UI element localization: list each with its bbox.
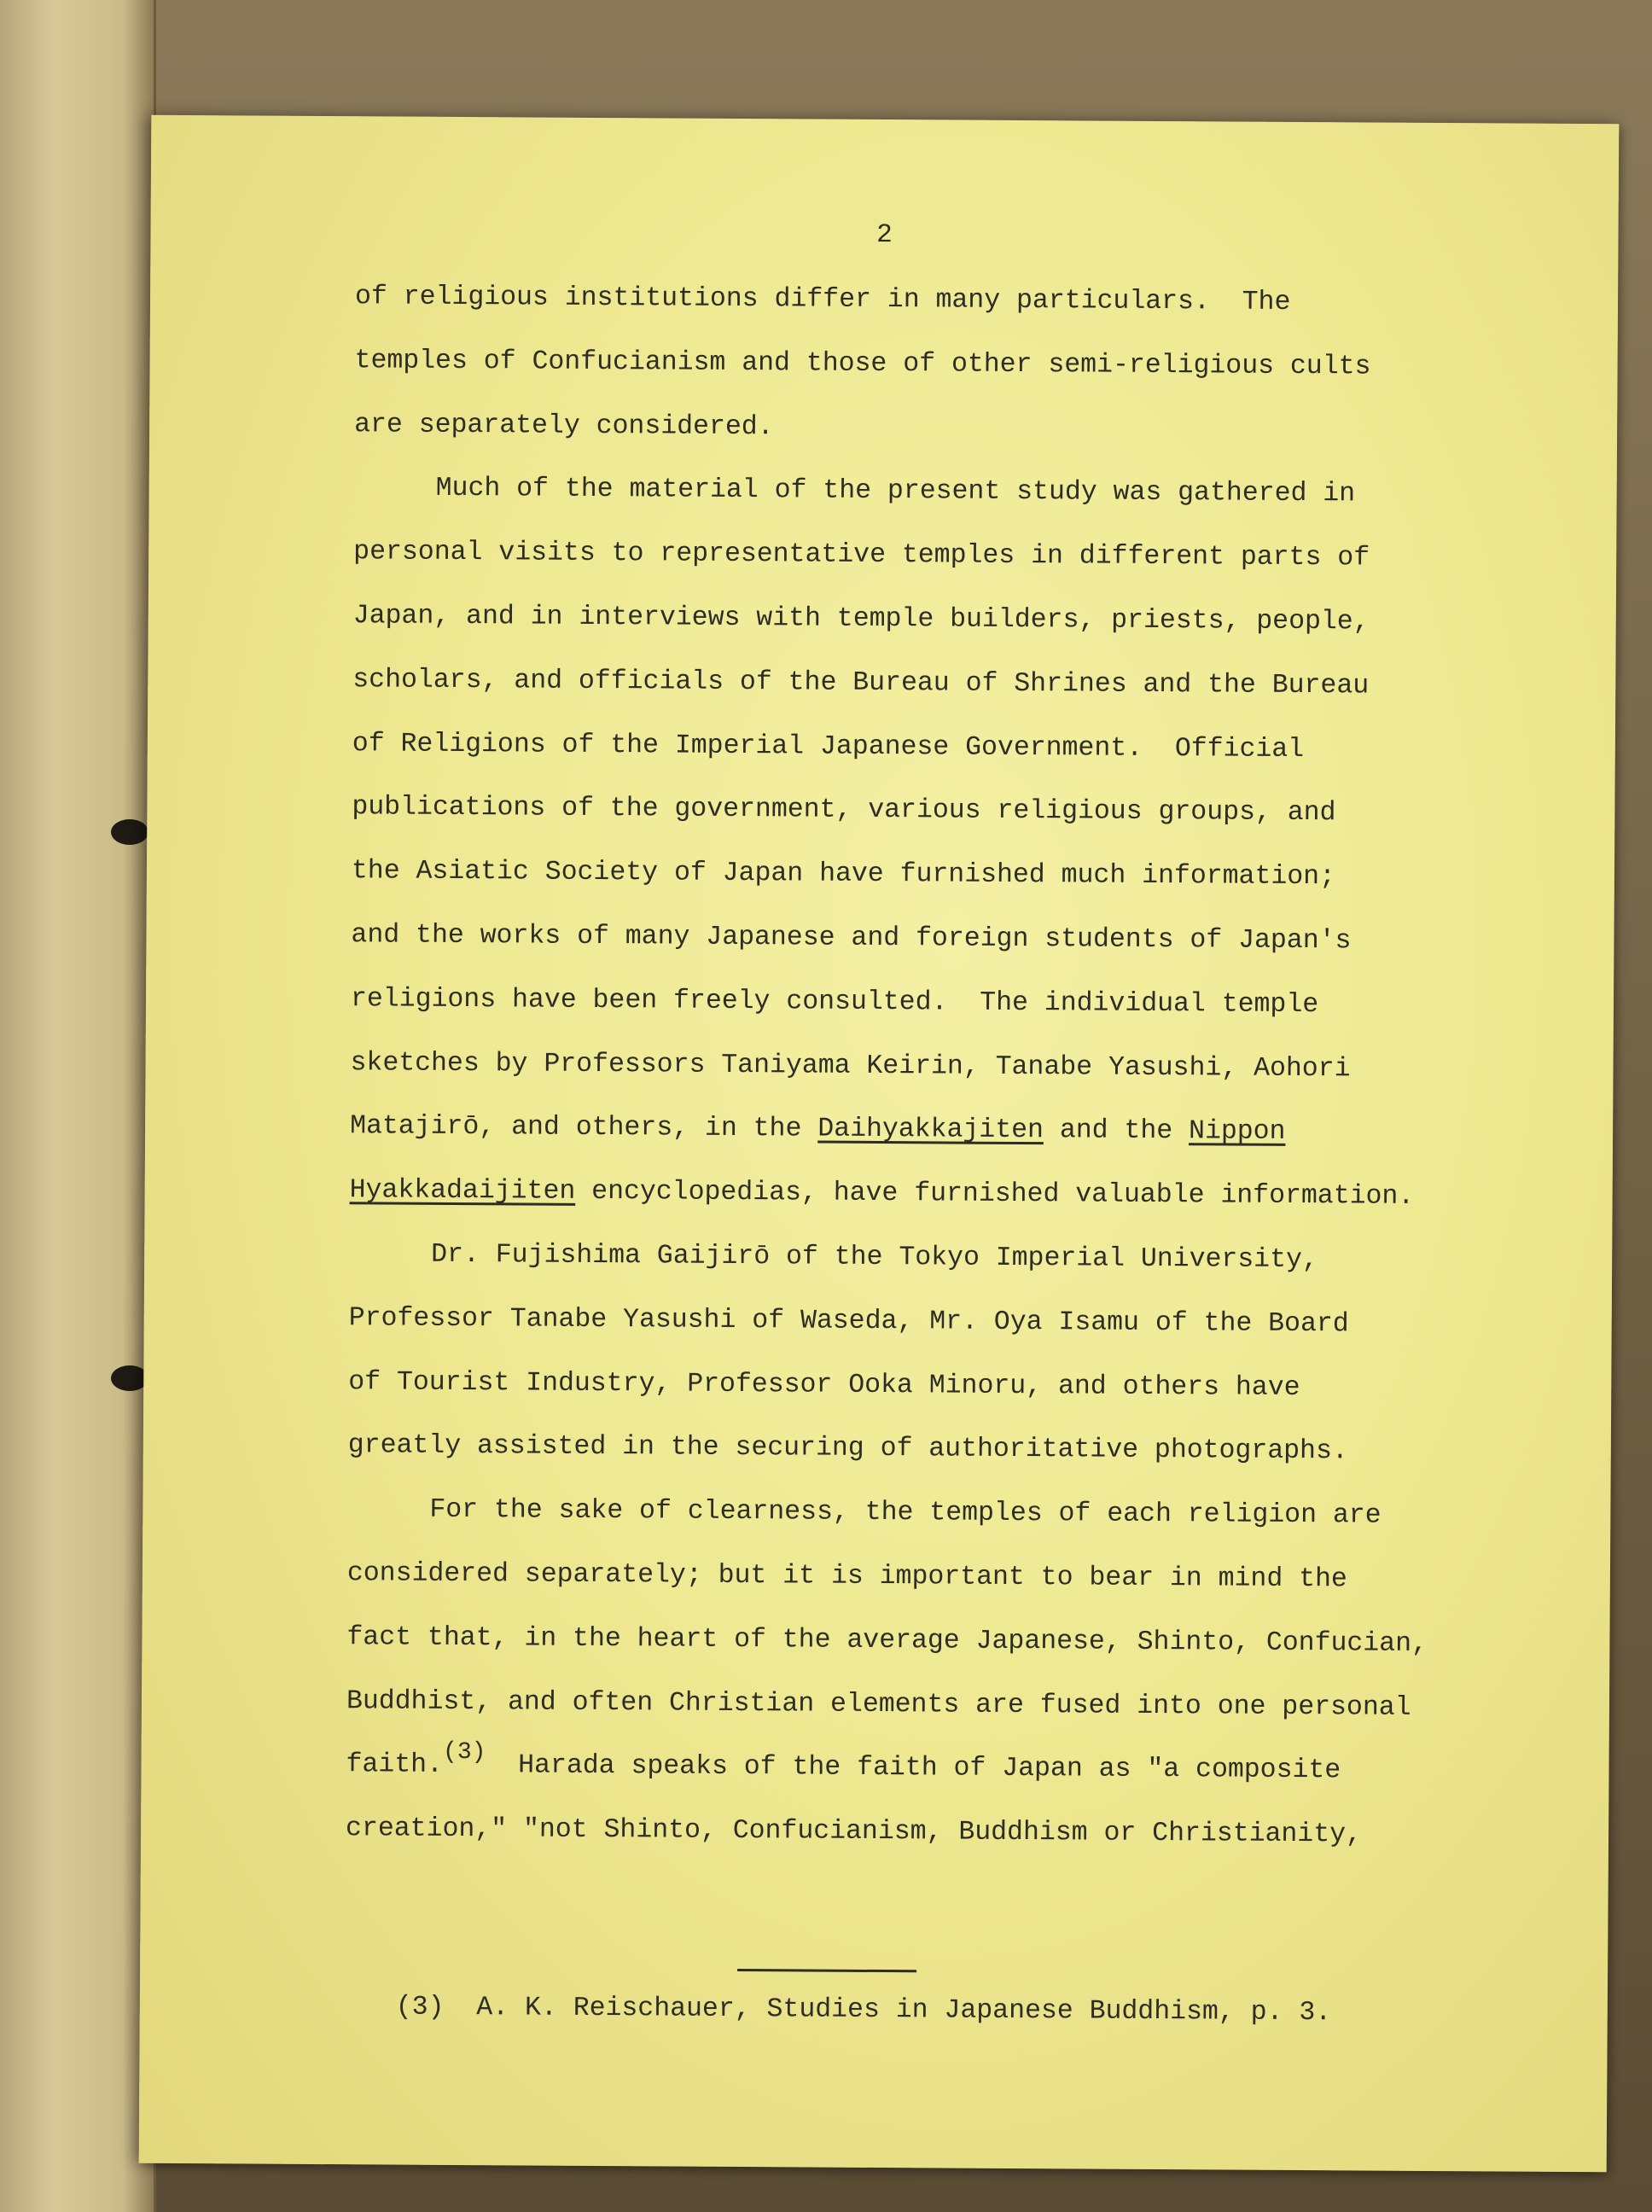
text-segment: faith.	[346, 1749, 444, 1781]
text-line: creation," "not Shinto, Confucianism, Buddhism or Christianity,	[345, 1813, 1363, 1850]
text-segment: encyclopedias, have furnished valuable information.	[575, 1176, 1415, 1212]
text-line: personal visits to representative temples in different parts of	[353, 537, 1370, 573]
text-line: of Tourist Industry, Professor Ooka Minoru, and others have	[348, 1366, 1300, 1403]
text-line: Dr. Fujishima Gaijirō of the Tokyo Imperial University,	[431, 1239, 1318, 1276]
text-line: Much of the material of the present study was gathered in	[435, 474, 1356, 509]
underlined-title: Daihyakkajiten	[817, 1114, 1044, 1146]
text-segment: Harada speaks of the faith of Japan as "a composite	[486, 1750, 1341, 1786]
footnote-marker: (3)	[395, 1992, 445, 2023]
text-line: For the sake of clearness, the temples of each religion are	[429, 1494, 1382, 1531]
footnote-text: A. K. Reischauer, Studies in Japanese Buddhism, p. 3.	[444, 1992, 1332, 2029]
footnote-reference: (3)	[442, 1739, 486, 1767]
text-line: of Religions of the Imperial Japanese Government. Official	[352, 728, 1305, 765]
text-line: publications of the government, various religious groups, and	[352, 792, 1336, 829]
text-line	[349, 1159, 1509, 1230]
text-line: are separately considered.	[354, 409, 774, 442]
text-line: considered separately; but it is important to bear in mind the	[346, 1558, 1347, 1595]
text-line: scholars, and officials of the Bureau of Shrines and the Bureau	[352, 665, 1370, 701]
text-line: of religious institutions differ in many particulars. The	[354, 282, 1291, 317]
text-line: fact that, in the heart of the average Japanese, Shinto, Confucian,	[346, 1621, 1428, 1659]
previous-page-edge	[0, 0, 156, 2212]
text-line: Professor Tanabe Yasushi of Waseda, Mr. Oya Isamu of the Board	[348, 1302, 1349, 1340]
underlined-title: Nippon	[1188, 1116, 1286, 1148]
text-line: religions have been freely consulted. The individual temple	[350, 983, 1319, 1020]
page-number: 2	[876, 219, 893, 251]
underlined-title: Hyakkadaijiten	[349, 1175, 576, 1207]
text-line: Buddhist, and often Christian elements are fused into one personal	[346, 1685, 1411, 1723]
text-line: temples of Confucianism and those of other semi-religious cults	[354, 346, 1371, 382]
binder-hole-icon	[111, 819, 148, 845]
body-text	[346, 265, 1515, 1868]
text-line	[350, 1096, 1510, 1167]
text-line: sketches by Professors Taniyama Keirin, Tanabe Yasushi, Aohori	[350, 1047, 1351, 1084]
text-line: the Asiatic Society of Japan have furnished much information;	[351, 856, 1336, 893]
typed-page	[139, 115, 1620, 2172]
text-line: greatly assisted in the securing of authoritative photographs.	[347, 1430, 1348, 1467]
footnote-divider	[737, 1969, 916, 1972]
text-line: and the works of many Japanese and foreign students of Japan's	[351, 920, 1352, 957]
text-segment: and the	[1043, 1115, 1190, 1147]
text-line	[346, 1734, 1506, 1805]
text-segment: Matajirō, and others, in the	[350, 1111, 818, 1144]
text-line: Japan, and in interviews with temple builders, priests, people,	[352, 601, 1370, 637]
footnote	[396, 1993, 1505, 2029]
